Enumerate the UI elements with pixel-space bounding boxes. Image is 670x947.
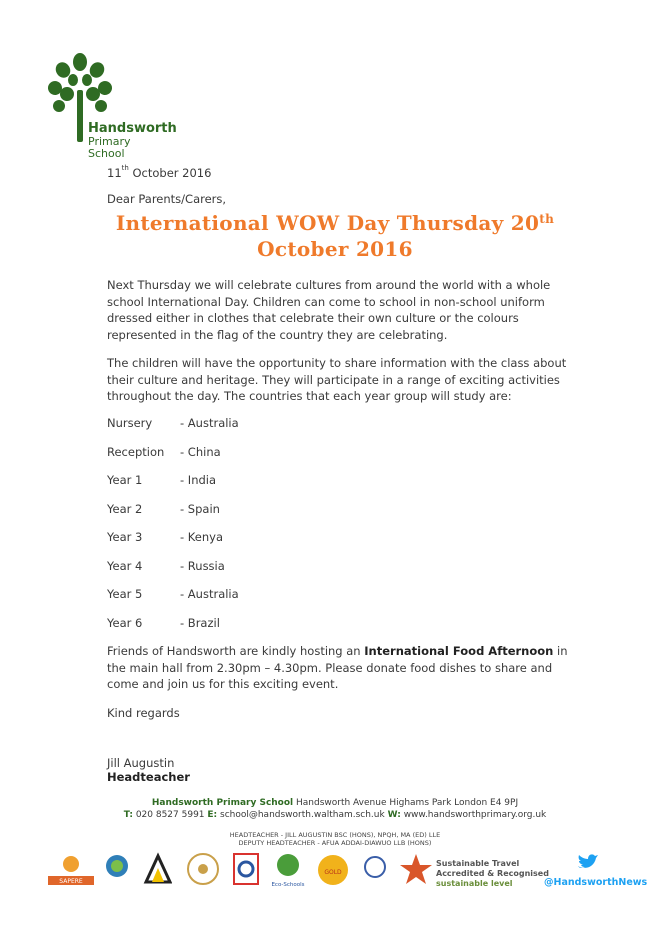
- signer-name: Jill Augustin: [107, 756, 175, 770]
- website-link[interactable]: www.handsworthprimary.org.uk: [400, 810, 547, 820]
- quality-q-icon: [232, 852, 260, 888]
- activities-paragraph: The children will have the opportunity to share information with the class about their culture and heritage. They will participate in a range of exciting activities throughout the day. The countries that each year group will study are:: [107, 356, 567, 403]
- intro-paragraph: Next Thursday we will celebrate cultures from around the world with a whole school International Day. Children can come to school in non-school uniform dressed either in clothes that celebrate their own culture or the colours represented in the flag of the country they are celebrating.: [107, 278, 551, 342]
- svg-text:Eco-Schools: Eco-Schools: [271, 882, 305, 888]
- star-award-icon: [398, 852, 434, 888]
- food-afternoon-paragraph: Friends of Handsworth are kindly hosting an International Food Afternoon in the main hall from 2.30pm – 4.30pm. Please donate food dishes to share and come and join us for this exciting event.: [107, 644, 568, 691]
- footer-contacts: T: 020 8527 5991 E: school@handsworth.waltham.sch.uk W: www.handsworthprimary.org.uk: [123, 810, 547, 820]
- eco-schools-icon: [270, 852, 306, 888]
- mark-logo-icon: [142, 852, 172, 888]
- svg-text:SAPERE: SAPERE: [59, 878, 83, 885]
- signer-title: Headteacher: [107, 770, 190, 784]
- quality-mark-icon: [102, 852, 132, 888]
- twitter-handle[interactable]: @HandsworthNews: [544, 877, 648, 888]
- gold-award-icon: [316, 852, 350, 888]
- greeting: Dear Parents/Carers,: [107, 192, 227, 206]
- closing: Kind regards: [107, 706, 180, 720]
- page-title: International WOW Day Thursday 20th October 2016: [115, 211, 555, 261]
- svg-text:GOLD: GOLD: [324, 869, 342, 876]
- arts-council-icon: [186, 852, 220, 888]
- footer-address: Handsworth Primary School Handsworth Avenue Highams Park London E4 9PJ: [151, 798, 519, 808]
- sustainable-travel-badge: Sustainable Travel Accredited & Recognised sustainable level: [436, 859, 549, 888]
- school-logo: [40, 50, 177, 160]
- email-link[interactable]: school@handsworth.waltham.sch.uk: [217, 810, 388, 820]
- footer-staff: HEADTEACHER - JILL AUGUSTIN BSC (HONS), NPQH, MA (ED) LLE DEPUTY HEADTEACHER - AFUA ADDAI-DIAWUO LLB (HONS): [229, 831, 441, 847]
- sapere-logo-icon: [46, 852, 96, 888]
- crest-icon: [362, 852, 388, 888]
- school-subtitle: Primary School: [88, 135, 131, 160]
- letter-date: 11th October 2016: [107, 164, 212, 180]
- school-name: Handsworth: [88, 121, 177, 136]
